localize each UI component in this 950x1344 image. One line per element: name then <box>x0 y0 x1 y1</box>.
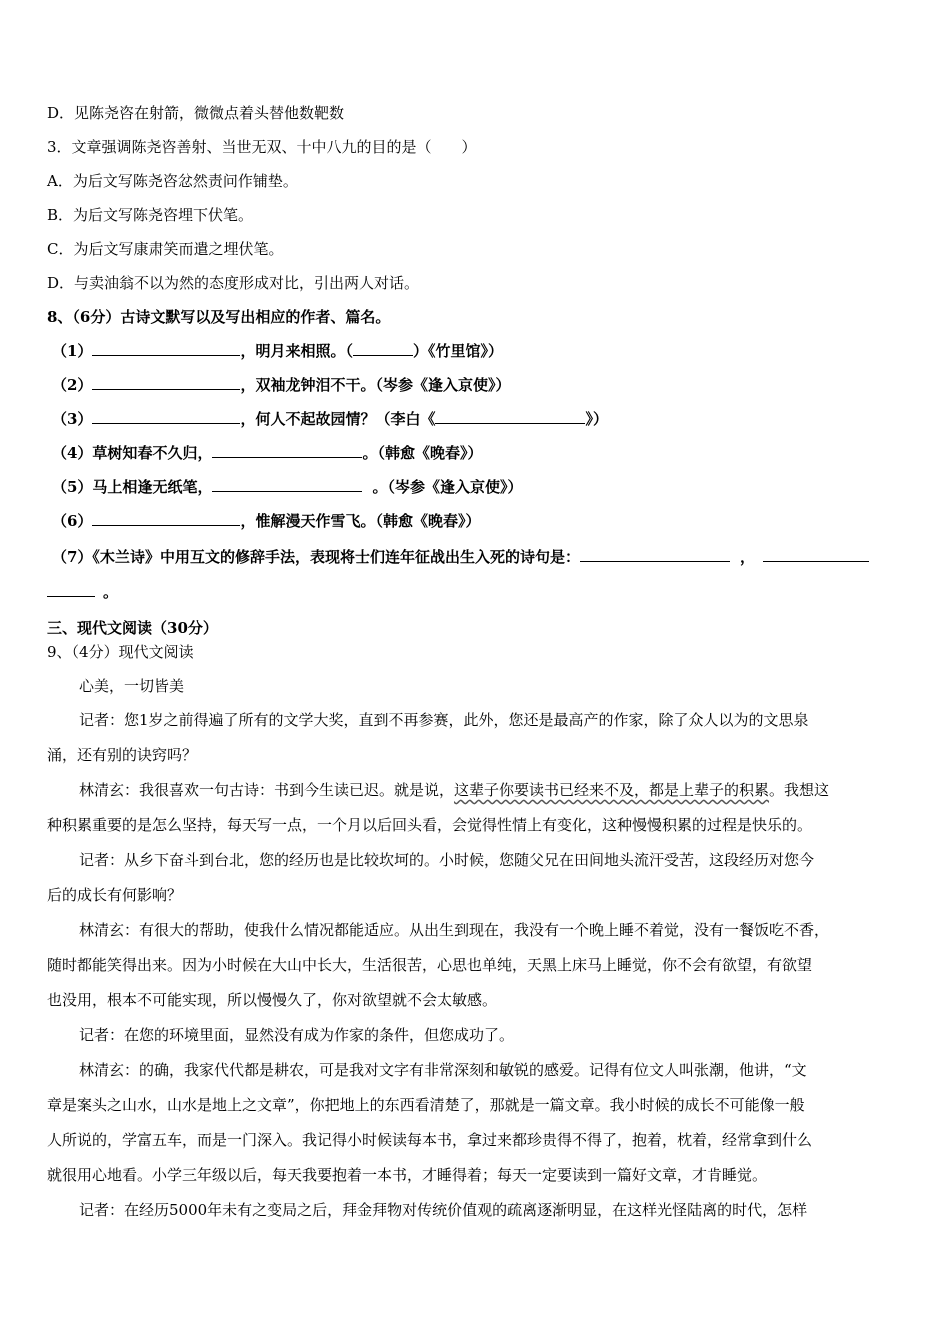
paragraph-line: 后的成长有何影响？ <box>47 886 183 904</box>
paragraph-line: 记者：您1岁之前得遍了所有的文学大奖，直到不再参赛，此外，您还是最高产的作家，除了众人以为的文思泉 <box>79 711 809 729</box>
q8-item-1-pre: （1） <box>52 342 93 360</box>
q8-item-4 <box>52 443 482 463</box>
q8-item-3-pre: （3） <box>52 410 93 428</box>
answer-blank[interactable] <box>92 341 240 356</box>
answer-blank[interactable] <box>435 409 585 424</box>
answer-blank[interactable] <box>212 443 362 458</box>
paragraph-line: 也没用，根本不可能实现，所以慢慢久了，你对欲望就不会太敏感。 <box>47 991 498 1009</box>
answer-blank[interactable] <box>353 341 413 356</box>
q8-item-3-mid: ，何人不起故园情？（李白《 <box>240 410 436 428</box>
answer-blank[interactable] <box>763 547 869 562</box>
answer-blank[interactable] <box>580 547 730 562</box>
paragraph-line: 林清玄：的确，我家代代都是耕农，可是我对文字有非常深刻和敏锐的感爱。记得有位文人叫张潮，他讲，“文 <box>79 1061 807 1079</box>
q8-item-4-pre: （4）草树知春不久归， <box>52 444 213 462</box>
answer-blank[interactable] <box>47 582 95 597</box>
q8-header: 8、（6分）古诗文默写以及写出相应的作者、篇名。 <box>47 308 391 326</box>
section-title: 三、现代文阅读（30分） <box>47 619 218 637</box>
paragraph-line: 林清玄：有很大的帮助，使我什么情况都能适应。从出生到现在，我没有一个晚上睡不着觉，没有一餐饭吃不香， <box>79 921 830 939</box>
q8-item-3-post: 》） <box>585 410 608 428</box>
paragraph-line: 记者：在您的环境里面，显然没有成为作家的条件，但您成功了。 <box>79 1026 515 1044</box>
q8-item-7-pre: （7）《木兰诗》中用互文的修辞手法，表现将士们连年征战出生入死的诗句是： <box>52 548 580 566</box>
q8-item-7-cont <box>47 582 118 602</box>
paragraph-line <box>79 780 829 800</box>
q8-item-6 <box>52 511 480 531</box>
q8-item-2-pre: （2） <box>52 376 93 394</box>
answer-blank[interactable] <box>92 409 240 424</box>
q8-item-7-sep: ， <box>739 548 755 566</box>
q8-item-7 <box>52 547 869 567</box>
q8-item-1 <box>52 341 503 361</box>
article-title: 心美，一切皆美 <box>79 677 185 695</box>
wavy-underlined-text: 这辈子你要读书已经来不及，都是上辈子的积累 <box>454 781 770 799</box>
q8-item-6-pre: （6） <box>52 512 93 530</box>
paragraph-text: 。我想这 <box>769 781 830 799</box>
paragraph-line: 人所说的，学富五车，而是一门深入。我记得小时候读每本书，拿过来都珍贵得不得了，抱着，枕着，经常拿到什么 <box>47 1131 813 1149</box>
q3-stem: 3．文章强调陈尧咨善射、当世无双、十中八九的目的是（ ） <box>47 138 477 156</box>
q3-option-b: B．为后文写陈尧咨埋下伏笔。 <box>47 206 254 224</box>
paragraph-text: 林清玄：我很喜欢一句古诗：书到今生读已迟。就是说， <box>79 781 455 799</box>
q8-item-1-mid: ，明月来相照。（ <box>240 342 353 360</box>
paragraph-line: 随时都能笑得出来。因为小时候在大山中长大，生活很苦，心思也单纯，天黑上床马上睡觉，你不会有欲望，有欲望 <box>47 956 813 974</box>
q8-item-6-mid: ，惟解漫天作雪飞。（韩愈《晚春》） <box>240 512 481 530</box>
paragraph-line: 章是案头之山水，山水是地上之文章”，你把地上的东西看清楚了，那就是一篇文章。我小时候的成长不可能像一般 <box>47 1096 805 1114</box>
q8-item-3 <box>52 409 608 429</box>
paragraph-line: 种积累重要的是怎么坚持，每天写一点，一个月以后回头看，会觉得性情上有变化，这种慢慢积累的过程是快乐的。 <box>47 816 813 834</box>
paragraph-line: 记者：从乡下奋斗到台北，您的经历也是比较坎坷的。小时候，您随父兄在田间地头流汗受苦，这段经历对您今 <box>79 851 815 869</box>
paragraph-line: 就很用心地看。小学三年级以后，每天我要抱着一本书，才睡得着；每天一定要读到一篇好文章，才肯睡觉。 <box>47 1166 768 1184</box>
q8-item-5-pre: （5）马上相逢无纸笔， <box>52 478 213 496</box>
q3-option-a: A．为后文写陈尧咨忿然责问作铺垫。 <box>47 172 298 190</box>
paragraph-line: 记者：在经历5000年未有之变局之后，拜金拜物对传统价值观的疏离逐渐明显，在这样光怪陆离的时代，怎样 <box>79 1201 808 1219</box>
q8-item-4-mid: 。（韩愈《晚春》） <box>362 444 483 462</box>
answer-blank[interactable] <box>92 375 240 390</box>
q8-item-2-mid: ，双袖龙钟泪不干。（岑参《逢入京使》） <box>240 376 511 394</box>
q8-item-7-end: 。 <box>103 583 119 601</box>
q8-item-5-mid: 。（岑参《逢入京使》） <box>372 478 523 496</box>
q8-item-5 <box>52 477 522 497</box>
q9-header: 9、（4分）现代文阅读 <box>47 643 194 661</box>
answer-blank[interactable] <box>212 477 362 492</box>
paragraph-line: 涌，还有别的诀窍吗？ <box>47 746 198 764</box>
answer-blank[interactable] <box>92 511 240 526</box>
q-prev-option-d: D．见陈尧咨在射箭，微微点着头替他数靶数 <box>47 104 345 122</box>
q8-item-1-post: ）《竹里馆》） <box>412 342 503 360</box>
q3-option-c: C．为后文写康肃笑而遣之埋伏笔。 <box>47 240 284 258</box>
q3-option-d: D．与卖油翁不以为然的态度形成对比，引出两人对话。 <box>47 274 420 292</box>
q8-item-2 <box>52 375 510 395</box>
